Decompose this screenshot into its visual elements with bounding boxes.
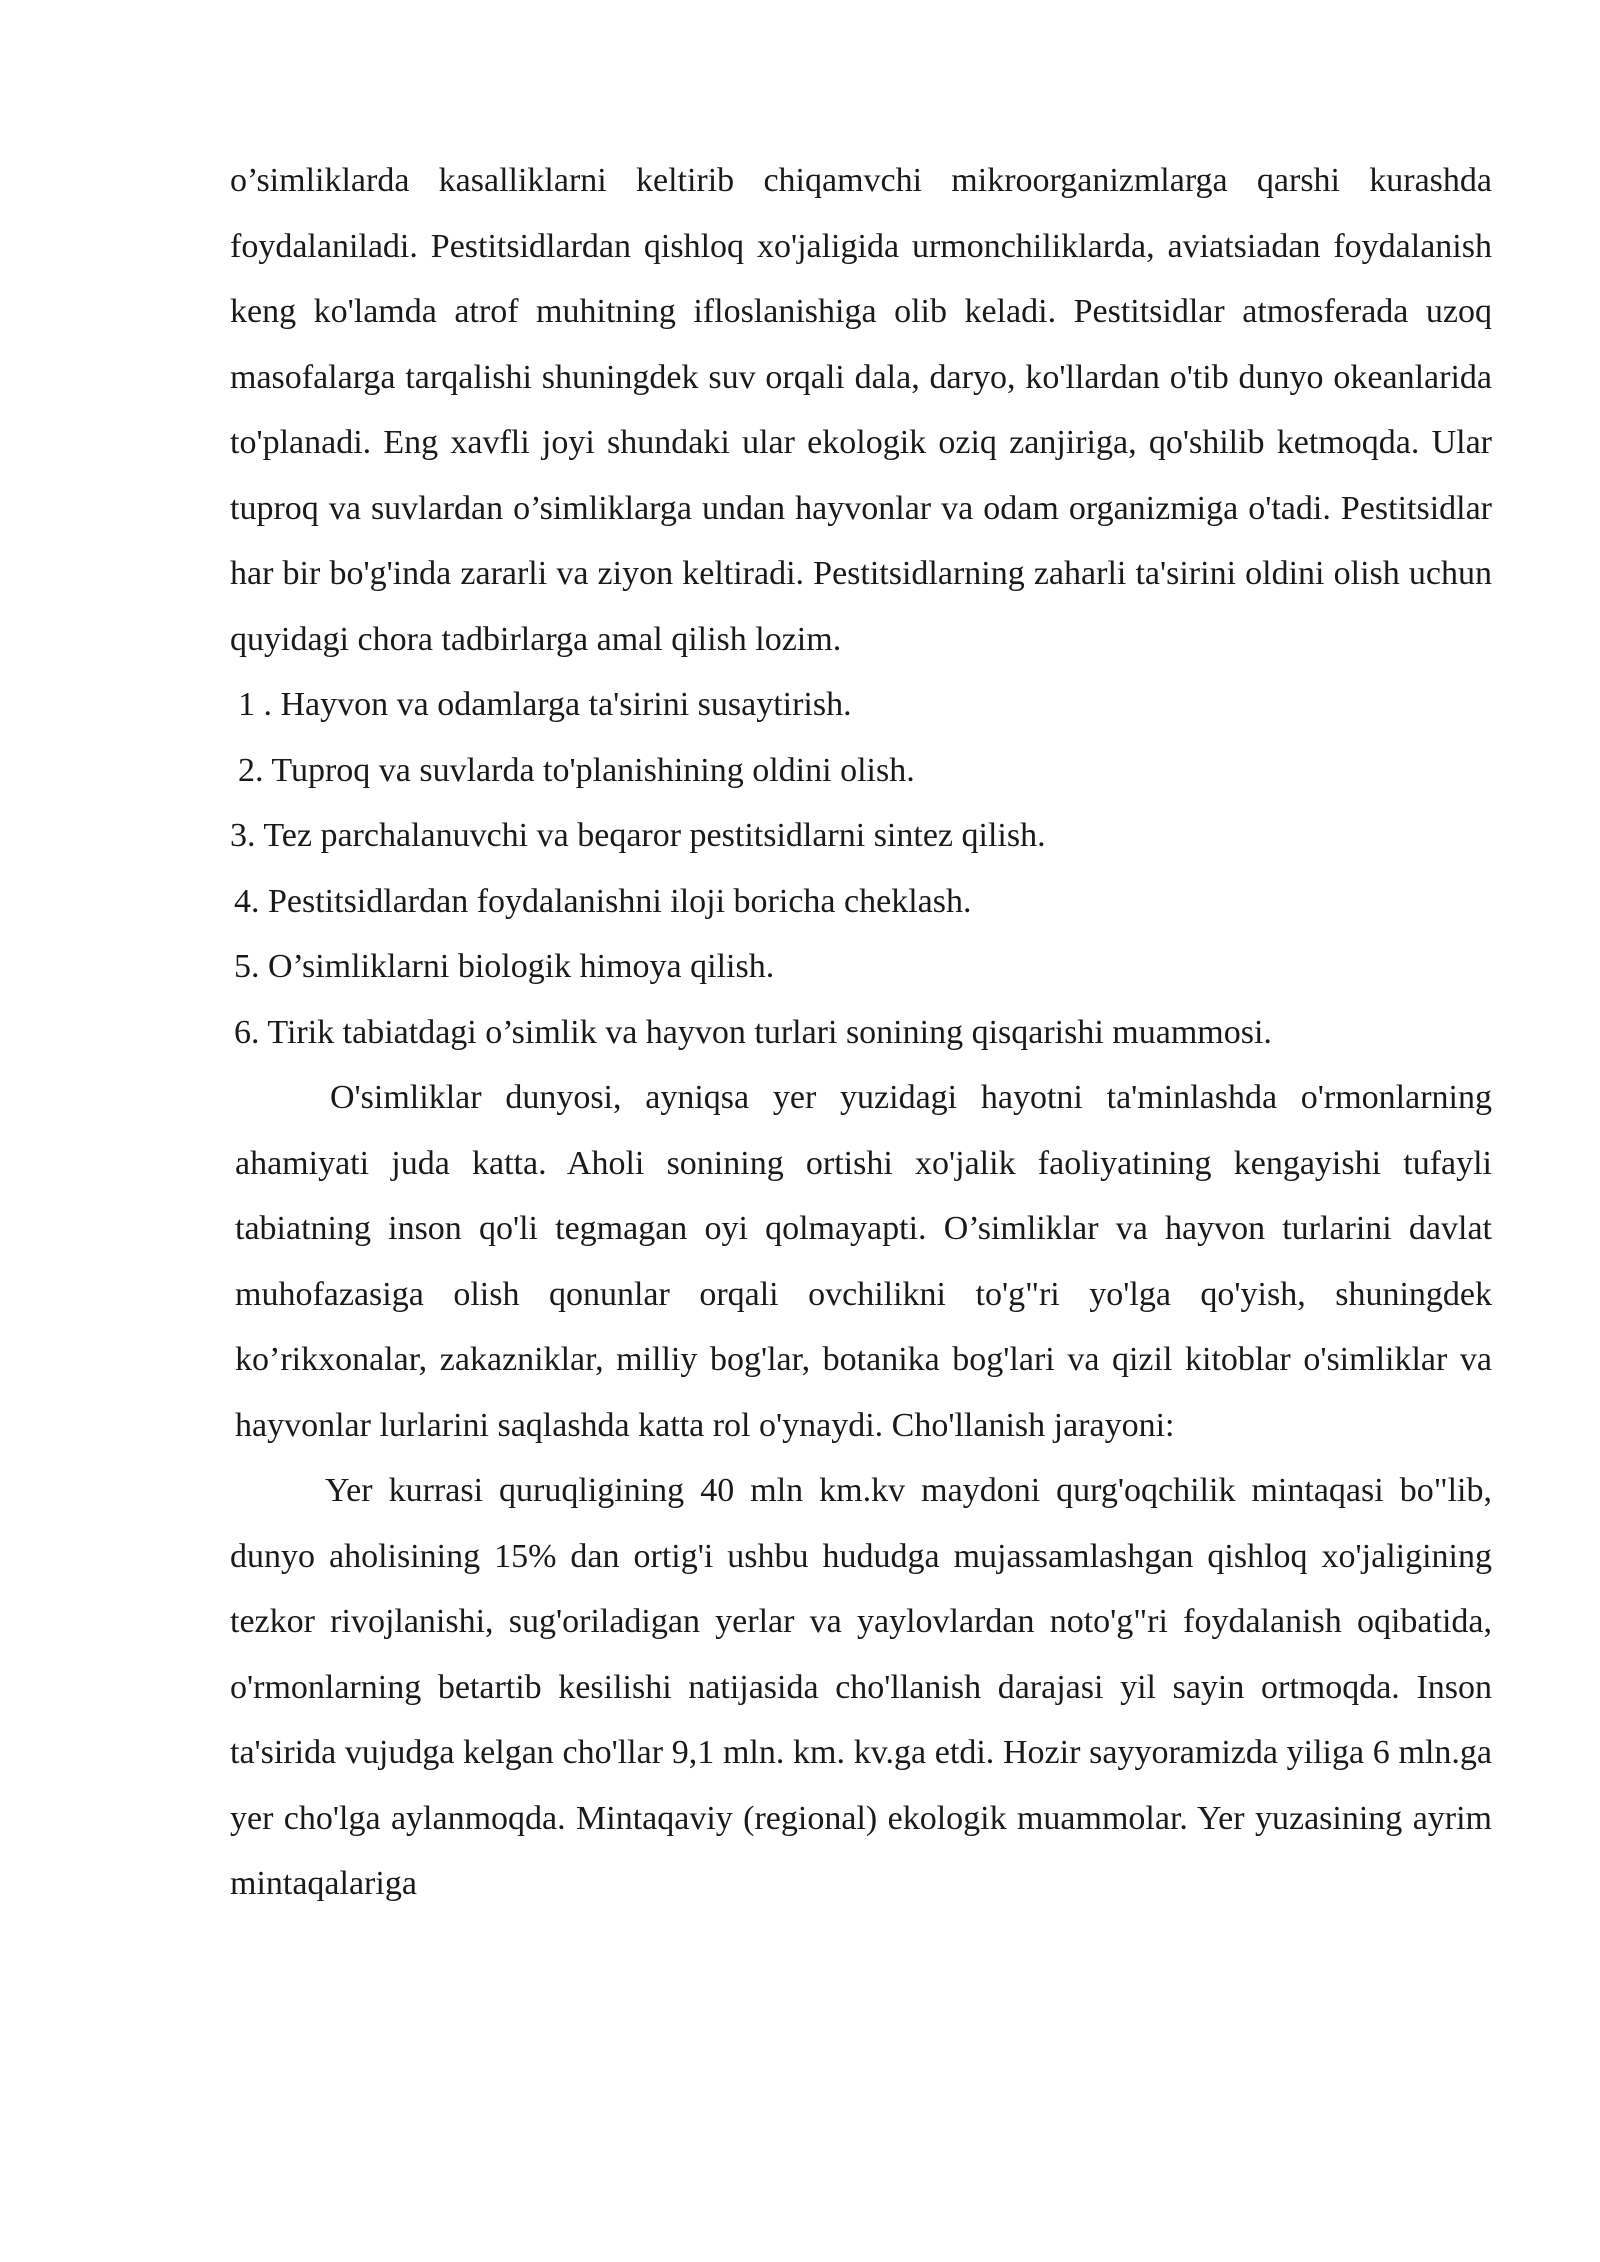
paragraph-plants: O'simliklar dunyosi, ayniqsa yer yuzidagi hayotni ta'minlashda o'rmonlarning ahamiyati juda katta. Aholi sonining ortishi xo'jalik faoliyatining kengayishi tufayli tabiatning inson qo'li tegmagan oyi qolmayapti. O’simliklar va hayvon turlarini davlat muhofazasiga olish qonunlar orqali ovchilikni to'g"ri yo'lga qo'yish, shuningdek ko’rikxonalar, zakazniklar, milliy bog'lar, botanika bog'lari va qizil kitoblar o'simliklar va hayvonlar lurlarini saqlashda katta rol o'ynaydi. Cho'llanish jarayoni: [235,1079,1492,1444]
plants-section [230,1065,1492,1458]
list-item: 6. Tirik tabiatdagi o’simlik va hayvon turlari sonining qisqarishi muammosi. [234,1013,1272,1051]
list-item: 2. Tuproq va suvlarda to'planishining oldini olish. [238,751,915,789]
list-item: 5. O’simliklarni biologik himoya qilish. [234,948,775,985]
list-item: 4. Pestitsidlardan foydalanishni iloji boricha cheklash. [234,882,972,920]
paragraph-pesticides: o’simliklarda kasalliklarni keltirib chiqamvchi mikroorganizmlarga qarshi kurashda foydalaniladi. Pestitsidlardan qishloq xo'jaligida urmonchiliklarda, aviatsiadan foydalanish keng ko'lamda atrof muhitning ifloslanishiga olib keladi. Pestitsidlar atmosferada uzoq masofalarga tarqalishi shuningdek suv orqali dala, daryo, ko'llardan o'tib dunyo okeanlarida to'planadi. Eng xavfli joyi shundaki ular ekologik oziq zanjiriga, qo'shilib ketmoqda. Ular tuproq va suvlardan o’simliklarga undan hayvonlar va odam organizmiga o'tadi. Pestitsidlar har bir bo'g'inda zararli va ziyon keltiradi. Pestitsidlarning zaharli ta'sirini oldini olish uchun quyidagi chora tadbirlarga amal qilish lozim. [230,162,1492,658]
document-page [230,148,1492,1917]
list-item: 3. Tez parchalanuvchi va beqaror pestitsidlarni sintez qilish. [230,817,1046,854]
paragraph-desertification: Yer kurrasi quruqligining 40 mln km.kv maydoni qurg'oqchilik mintaqasi bo"lib, dunyo aholisining 15% dan ortig'i ushbu hududga mujassamlashgan qishloq xo'jaligining tezkor rivojlanishi, sug'oriladigan yerlar va yaylovlardan noto'g"ri foydalanish oqibatida, o'rmonlarning betartib kesilishi natijasida cho'llanish darajasi yil sayin ortmoqda. Inson ta'sirida vujudga kelgan cho'llar 9,1 mln. km. kv.ga etdi. Hozir sayyoramizda yiliga 6 mln.ga yer cho'lga aylanmoqda. Mintaqaviy (regional) ekologik muammolar. Yer yuzasining ayrim mintaqalariga [230,1472,1492,1902]
measures-list [230,672,1492,1065]
list-item: 1 . Hayvon va odamlarga ta'sirini susaytirish. [238,686,852,723]
